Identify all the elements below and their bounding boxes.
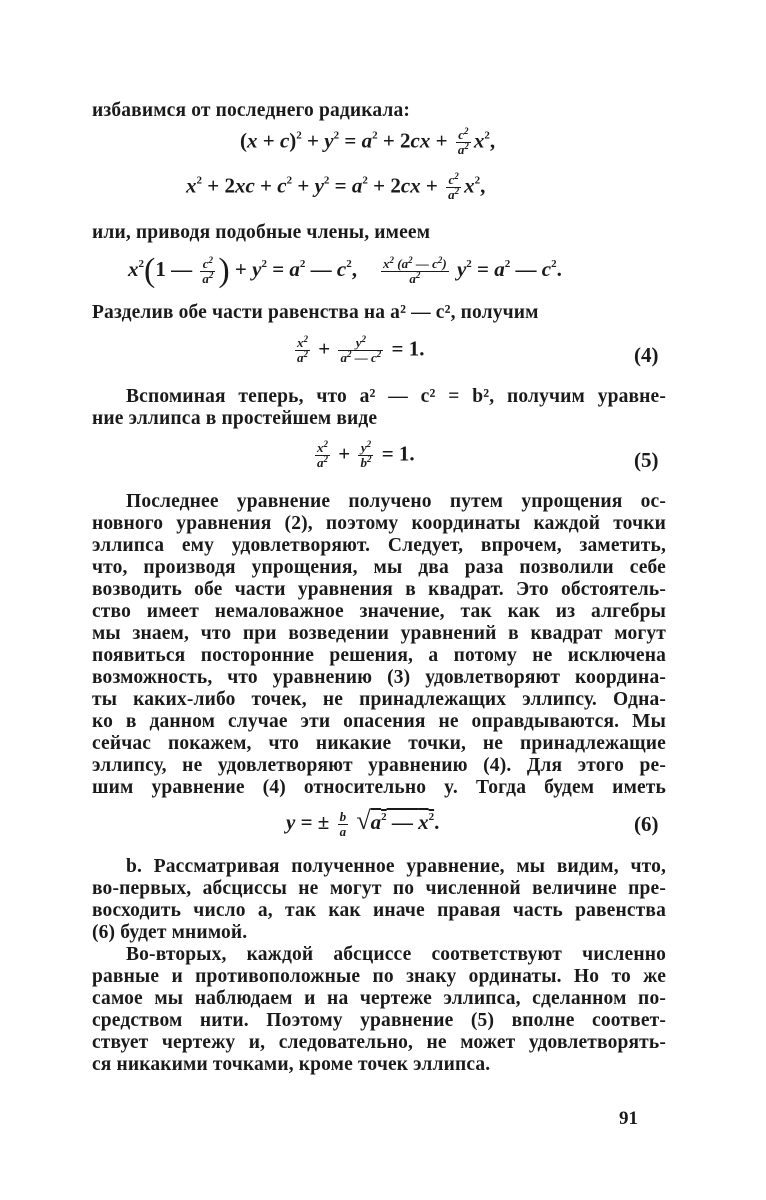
text-line: Последнее уравнение получено путем упрощения ос- — [126, 491, 666, 512]
text-line: самое мы наблюдаем и на чертеже эллипса, сделанном по- — [92, 988, 666, 1009]
text-line: ся никакими точками, кроме точек эллипса. — [92, 1054, 491, 1075]
text-line: или, приводя подобные члены, имеем — [92, 222, 431, 243]
text-line: появиться посторонние решения, а потому не исключена — [92, 645, 666, 666]
equation-number-4: (4) — [634, 343, 659, 367]
text-line: восходить число a, так как иначе правая часть равенства — [92, 900, 666, 921]
text-line: равные и противоположные по знаку ординаты. Но то же — [92, 966, 666, 987]
text-line: Вспоминая теперь, что a² — c² = b², получим уравне- — [126, 386, 666, 407]
equation-2: $x^2 + 2xc + c^2 + y^2 = a^2 + 2cx$ + $\frac{c^2}{a^2}$ $x^2$, — [186, 171, 486, 202]
text-line: сейчас покажем, что никакие точки, не принадлежащие — [92, 733, 666, 754]
text-line: эллипса ему удовлетворяют. Следует, впрочем, заметить, — [92, 535, 666, 556]
text-line: возможность, что уравнению (3) удовлетворяют координа- — [92, 667, 666, 688]
equation-1: $(x + c)^2 + y^2 = a^2 + 2cx$ + $\frac{c^2}{a^2}$ $x^2$, — [240, 126, 496, 157]
text-line: во-первых, абсциссы не могут по численной величине пре- — [92, 878, 666, 899]
text-line: избавимся от последнего радикала: — [92, 100, 411, 121]
text-line: ствует чертежу и, следовательно, не может удовлетворять- — [92, 1032, 666, 1053]
text-line: Во-вторых, каждой абсциссе соответствуют численно — [126, 944, 666, 965]
text-line: новного уравнения (2), поэтому координаты каждой точки — [92, 513, 666, 534]
text-line: мы знаем, что при возведении уравнений в квадрат могут — [92, 623, 666, 644]
text-line: что, производя упрощения, мы два раза позволили себе — [92, 557, 666, 578]
equation-3: $x^2(1$ — $\frac{c^2}{a^2}$ ) + $y^2 = a^2$ — $c^2$, $\frac{x^2 (a^2 — c^2)}{a^2}$ $y^2 = a^2$ — $c^2$. — [128, 252, 562, 289]
equation-4: $\frac{x^2}{a^2}$ + $\frac{y^2}{a^2 — c^2}$ = 1. — [297, 334, 425, 365]
equation-number-5: (5) — [634, 448, 659, 472]
equation-5: $\frac{x^2}{a^2}$ + $\frac{y^2}{b^2}$ = 1. — [317, 439, 415, 470]
text-line: ты каких-либо точек, не принадлежащих эллипсу. Одна- — [92, 689, 666, 710]
text-line: ние эллипса в простейшем виде — [92, 408, 378, 429]
equation-number-6: (6) — [634, 812, 659, 836]
text-line: средством нити. Поэтому уравнение (5) вполне соответ- — [92, 1010, 666, 1031]
text-line: (6) будет мнимой. — [92, 922, 248, 943]
text-line: ство имеет немаловажное значение, так как из алгебры — [92, 601, 666, 622]
page-number: 91 — [619, 1108, 638, 1129]
text-line: шим уравнение (4) относительно y. Тогда будем иметь — [92, 777, 666, 798]
equation-6: y = ± $\frac{b}{a}$ $√a^2$ — $x^2$. — [286, 806, 440, 839]
text-line: b. Рассматривая полученное уравнение, мы видим, что, — [126, 856, 666, 877]
text-line: ко в данном случае эти опасения не оправдываются. Мы — [92, 711, 666, 732]
text-line: Разделив обе части равенства на a² — c², получим — [92, 302, 539, 323]
text-line: эллипсу, не удовлетворяют уравнению (4). Для этого ре- — [92, 755, 666, 776]
text-line: возводить обе части уравнения в квадрат. Это обстоятель- — [92, 579, 666, 600]
